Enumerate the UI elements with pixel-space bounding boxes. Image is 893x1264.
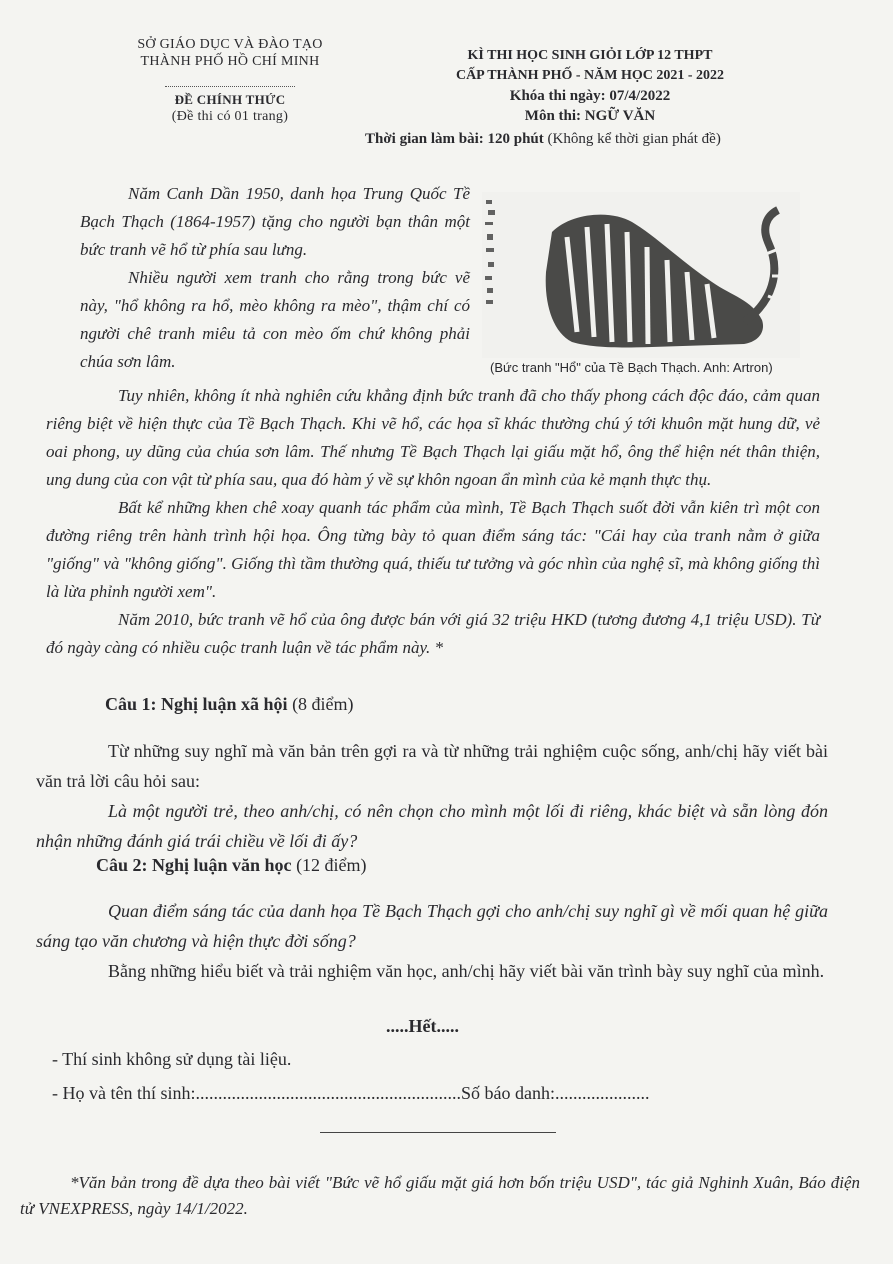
question-2-instruction: Bằng những hiểu biết và trải nghiệm văn học, anh/chị hãy viết bài văn trình bày suy nghĩ của mình. bbox=[108, 961, 825, 981]
name-label: - Họ và tên thí sinh: bbox=[52, 1083, 196, 1103]
no-materials-note: - Thí sinh không sử dụng tài liệu. bbox=[52, 1049, 292, 1069]
question-2-prompt: Quan điểm sáng tác của danh họa Tề Bạch Thạch gợi cho anh/chị suy nghĩ gì về mối quan hệ giữa sáng tạo văn chương và hiện thực đời sống? bbox=[36, 901, 828, 951]
exam-subject: Môn thi: NGỮ VĂN bbox=[524, 108, 656, 124]
time-note: (Không kể thời gian phát đề) bbox=[547, 131, 721, 147]
candidate-info-line bbox=[52, 1076, 842, 1110]
department-header bbox=[100, 36, 360, 125]
question-1-prompt: Là một người trẻ, theo anh/chị, có nên chọn cho mình một lối đi riêng, khác biệt và sẵn lòng đón nhận những đánh giá trái chiều về lối đi ấy? bbox=[36, 801, 828, 851]
department-line-2: THÀNH PHỐ HỒ CHÍ MINH bbox=[140, 54, 320, 69]
question-1-points: (8 điểm) bbox=[292, 694, 354, 714]
department-line-1: SỞ GIÁO DỤC VÀ ĐÀO TẠO bbox=[137, 37, 323, 52]
source-footnote: *Văn bản trong đề dựa theo bài viết "Bức vẽ hổ giấu mặt giá hơn bốn triệu USD", tác giả Nghinh Xuân, Báo điện tử VNEXPRESS, ngày 14/1/2022. bbox=[20, 1173, 860, 1218]
question-2-title: Câu 2: Nghị luận văn học bbox=[96, 855, 292, 875]
passage-paragraph: Năm 2010, bức tranh vẽ hổ của ông được bán với giá 32 triệu HKD (tương đương 4,1 triệu USD). Từ đó ngày càng có nhiều cuộc tranh luận về tác phẩm này. * bbox=[46, 610, 820, 657]
exam-date: Khóa thi ngày: 07/4/2022 bbox=[509, 88, 671, 104]
image-caption: (Bức tranh "Hổ" của Tề Bạch Thạch. Anh: Artron) bbox=[490, 360, 773, 375]
end-mark: .....Hết..... bbox=[386, 1016, 459, 1036]
header-divider bbox=[165, 86, 295, 87]
exam-title-2: CẤP THÀNH PHỐ - NĂM HỌC 2021 - 2022 bbox=[455, 68, 725, 83]
question-2-heading bbox=[96, 855, 367, 876]
candidate-notes bbox=[52, 1042, 842, 1110]
question-2-body bbox=[36, 896, 828, 986]
page-count: (Đề thi có 01 trang) bbox=[171, 109, 289, 124]
tiger-painting-image bbox=[482, 192, 800, 358]
passage-paragraph: Năm Canh Dần 1950, danh họa Trung Quốc Tề Bạch Thạch (1864-1957) tặng cho người bạn thân một bức tranh vẽ hổ từ phía sau lưng. bbox=[80, 184, 470, 259]
id-label: Số báo danh: bbox=[460, 1083, 555, 1103]
official-label: ĐỀ CHÍNH THỨC bbox=[174, 92, 286, 107]
passage-intro bbox=[80, 180, 470, 376]
passage-paragraph: Bất kể những khen chê xoay quanh tác phẩm của mình, Tề Bạch Thạch suốt đời vẫn kiên trì một con đường riêng trên hành trình hội họa. Ông từng bày tỏ quan điểm sáng tác: "Cái hay của tranh nằm ở giữa "giống" và "không giống". Giống thì tầm thường quá, thiếu tư tưởng và góc nhìn của nghệ sĩ, mà không giống thì là lừa phỉnh người xem". bbox=[46, 498, 820, 601]
question-1-body bbox=[36, 736, 828, 856]
name-field[interactable]: ........................................................... bbox=[195, 1083, 461, 1103]
passage-paragraph: Tuy nhiên, không ít nhà nghiên cứu khẳng định bức tranh đã cho thấy phong cách độc đáo, cảm quan riêng biệt về hiện thực của Tề Bạch Thạch. Khi vẽ hổ, các họa sĩ khác thường chú ý tới khuôn mặt hung dữ, vẻ oai phong, uy dũng của chúa sơn lâm. Thế nhưng Tề Bạch Thạch lại giấu mặt hổ, ông thể hiện nét thân thiện, ung dung của con vật từ phía sau, qua đó hàm ý về sự khôn ngoan ẩn mình của kẻ mạnh thực thụ. bbox=[46, 386, 820, 489]
exam-title-1: KÌ THI HỌC SINH GIỎI LỚP 12 THPT bbox=[467, 48, 713, 63]
passage-paragraph: Nhiều người xem tranh cho rằng trong bức vẽ này, "hổ không ra hổ, mèo không ra mèo", thậm chí có người chê tranh miêu tả con mèo ốm chứ không phải chúa sơn lâm. bbox=[80, 268, 470, 371]
question-1-heading bbox=[105, 694, 354, 715]
footer-divider bbox=[320, 1132, 556, 1133]
id-field[interactable]: ..................... bbox=[554, 1083, 650, 1103]
passage-body bbox=[46, 382, 820, 662]
question-1-instruction: Từ những suy nghĩ mà văn bản trên gợi ra và từ những trải nghiệm cuộc sống, anh/chị hãy viết bài văn trả lời câu hỏi sau: bbox=[36, 741, 828, 791]
question-1-title: Câu 1: Nghị luận xã hội bbox=[105, 694, 288, 714]
exam-time bbox=[365, 131, 721, 148]
time-label: Thời gian làm bài: 120 phút bbox=[365, 131, 544, 147]
question-2-points: (12 điểm) bbox=[296, 855, 367, 875]
exam-header bbox=[380, 46, 800, 126]
